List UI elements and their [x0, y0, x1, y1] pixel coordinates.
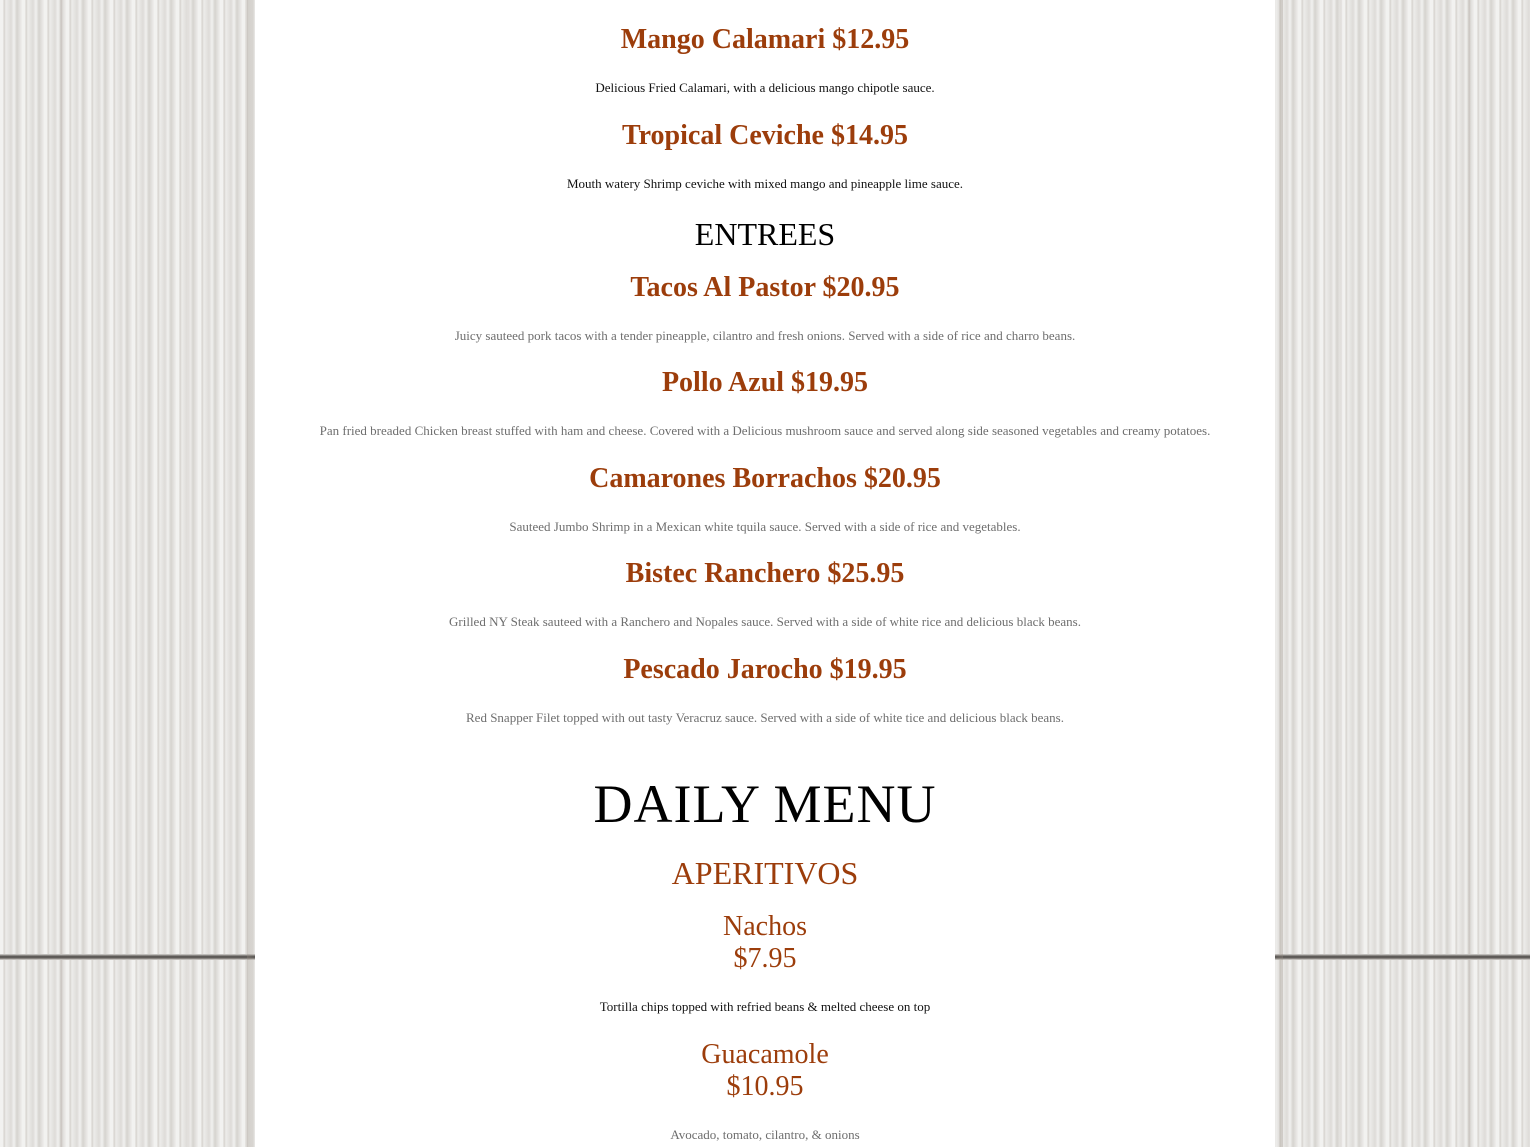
menu-item-description: Sauteed Jumbo Shrimp in a Mexican white tquila sauce. Served with a side of rice and vegetables. [509, 519, 1021, 534]
menu-item-title [255, 911, 1275, 975]
menu-item-price: $10.95 [726, 1071, 804, 1102]
wood-board-edge-right [1275, 0, 1283, 1147]
menu-item-title: Mango Calamari $12.95 [620, 24, 910, 55]
menu-item-description: Delicious Fried Calamari, with a delicious mango chipotle sauce. [595, 80, 935, 95]
menu-item-title: Pescado Jarocho $19.95 [623, 654, 907, 685]
menu-item-title: Camarones Borrachos $20.95 [589, 463, 941, 494]
menu-item-description: Tortilla chips topped with refried beans & melted cheese on top [599, 999, 931, 1014]
menu-item-description: Mouth watery Shrimp ceviche with mixed mango and pineapple lime sauce. [566, 176, 964, 191]
menu-item-description: Juicy sauteed pork tacos with a tender pineapple, cilantro and fresh onions. Served with a side of rice and charro beans. [454, 328, 1076, 343]
menu-item-name: Guacamole [701, 1039, 829, 1070]
menu-item-title [255, 1039, 1275, 1103]
menu-item-title: Bistec Ranchero $25.95 [625, 558, 905, 589]
daily-menu-heading: DAILY MENU [593, 774, 937, 834]
menu-item-description: Grilled NY Steak sauteed with a Ranchero and Nopales sauce. Served with a side of white rice and delicious black beans. [449, 614, 1081, 629]
menu-item-price: $7.95 [733, 943, 797, 974]
wood-board-edge-left [247, 0, 255, 1147]
menu-item-name: Nachos [723, 911, 807, 942]
menu-panel [255, 0, 1275, 1147]
menu-item-title: Tacos Al Pastor $20.95 [630, 272, 900, 303]
menu-item-description: Red Snapper Filet topped with out tasty Veracruz sauce. Served with a side of white tice and delicious black beans. [466, 710, 1064, 725]
menu-item-description: Avocado, tomato, cilantro, & onions [670, 1127, 860, 1142]
menu-item-description: Pan fried breaded Chicken breast stuffed with ham and cheese. Covered with a Delicious mushroom sauce and served along side seasoned vegetables and creamy potatoes. [319, 423, 1211, 438]
entrees-heading: ENTREES [694, 216, 836, 252]
aperitivos-heading: APERITIVOS [671, 855, 859, 891]
menu-item-title: Tropical Ceviche $14.95 [622, 120, 908, 151]
menu-item-title: Pollo Azul $19.95 [661, 367, 869, 398]
